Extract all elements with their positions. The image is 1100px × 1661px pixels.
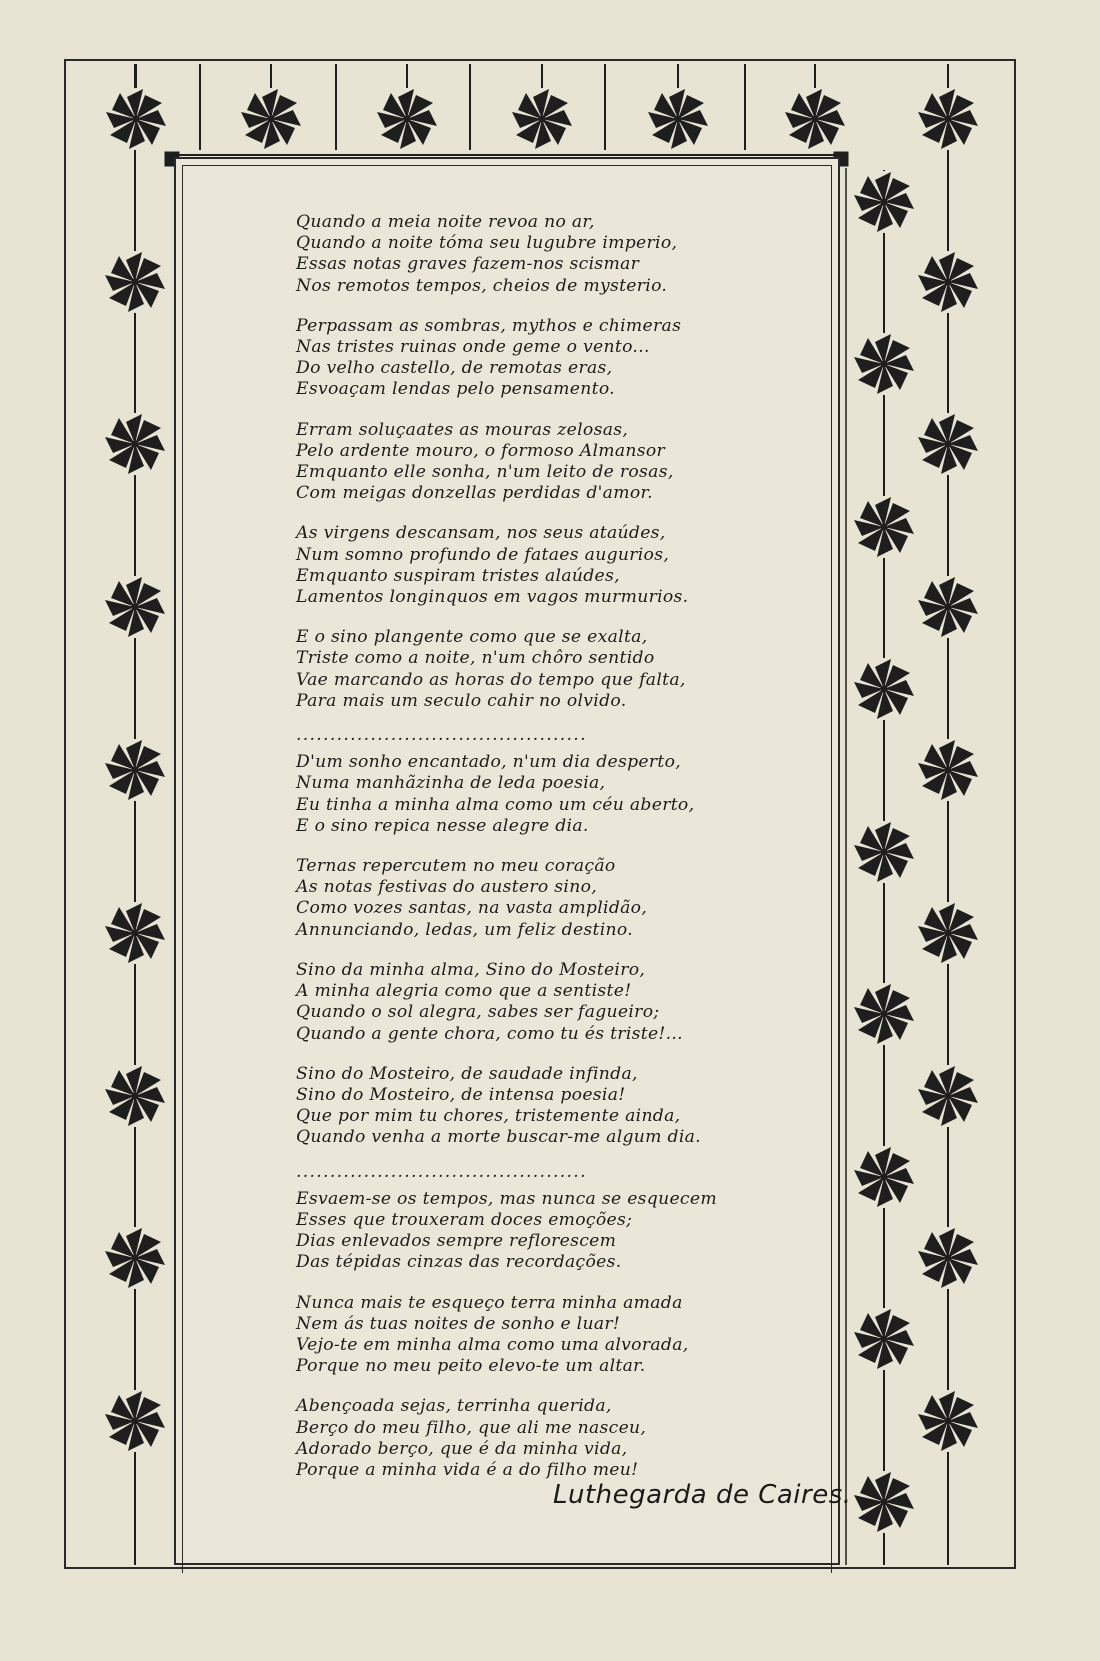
poem-line: Dias enlevados sempre reflorescem — [296, 1231, 617, 1252]
poem-line: Quando a gente chora, como tu és triste!... — [296, 1023, 683, 1044]
poem-line: Como vozes santas, na vasta amplidão, — [296, 898, 648, 919]
poem-line: Com meigas donzellas perdidas d'amor. — [296, 483, 653, 504]
poem-line: Vae marcando as horas do tempo que falta, — [296, 669, 686, 690]
poem-line: Emquanto suspiram tristes alaúdes, — [296, 565, 620, 586]
poem-line: Berço do meu filho, que ali me nasceu, — [296, 1417, 647, 1438]
poem-line: Esvaem-se os tempos, mas nunca se esquecem — [296, 1188, 717, 1209]
poem-line: Nas tristes ruinas onde geme o vento... — [296, 337, 650, 358]
poem-line: Nem ás tuas noites de sonho e luar! — [296, 1313, 621, 1334]
poem-line: Adorado berço, que é da minha vida, — [296, 1438, 628, 1459]
poem-line: Erram soluçaates as mouras zelosas, — [296, 419, 629, 440]
poem-line: Abençoada sejas, terrinha querida, — [296, 1396, 612, 1417]
poem-line: As notas festivas do austero sino, — [296, 877, 598, 898]
section-separator: ........................................... — [296, 725, 587, 746]
poem-line: E o sino repica nesse alegre dia. — [296, 815, 589, 836]
poem-text — [296, 212, 816, 1500]
poem-line: Emquanto elle sonha, n'um leito de rosas, — [296, 462, 674, 483]
stanza — [296, 1293, 816, 1378]
poem-line: Annunciando, ledas, um feliz destino. — [296, 919, 634, 940]
poem-line: Perpassam as sombras, mythos e chimeras — [296, 315, 682, 336]
stanza — [296, 523, 816, 608]
poem-line: Sino do Mosteiro, de intensa poesia! — [296, 1084, 626, 1105]
poem-line: D'um sonho encantado, n'um dia desperto, — [296, 752, 682, 773]
poem-line: Nos remotos tempos, cheios de mysterio. — [296, 275, 668, 296]
stanza — [296, 960, 816, 1045]
poem-line: Vejo-te em minha alma como uma alvorada, — [296, 1334, 689, 1355]
poem-line: Que por mim tu chores, tristemente ainda, — [296, 1106, 681, 1127]
poem-line: Eu tinha a minha alma como um céu aberto, — [296, 794, 695, 815]
poem-line: Para mais um seculo cahir no olvido. — [296, 690, 627, 711]
poem-line: Esvoaçam lendas pelo pensamento. — [296, 379, 615, 400]
poem-line: Numa manhãzinha de leda poesia, — [296, 773, 606, 794]
poem-line: E o sino plangente como que se exalta, — [296, 627, 648, 648]
stanza — [296, 627, 816, 712]
stanza — [296, 1189, 816, 1274]
poem-line: Lamentos longinquos em vagos murmurios. — [296, 587, 689, 608]
stanza — [296, 420, 816, 505]
poem-line: Quando a meia noite revoa no ar, — [296, 212, 595, 232]
poem-line: Porque no meu peito elevo-te um altar. — [296, 1356, 646, 1377]
poem-line: Ternas repercutem no meu coração — [296, 856, 616, 877]
stanza — [296, 1064, 816, 1149]
poem-line: Triste como a noite, n'um chôro sentido — [296, 648, 655, 669]
poem-line: Essas notas graves fazem-nos scismar — [296, 254, 640, 275]
poem-line: A minha alegria como que a sentiste! — [296, 981, 632, 1002]
poem-line: Quando venha a morte buscar-me algum dia. — [296, 1127, 701, 1148]
stanza — [296, 752, 816, 837]
stanza — [296, 316, 816, 401]
stanza — [296, 1396, 816, 1481]
poem-line: Quando o sol alegra, sabes ser fagueiro; — [296, 1002, 660, 1023]
poem-line: Pelo ardente mouro, o formoso Almansor — [296, 440, 666, 461]
poem-line: Num somno profundo de fataes augurios, — [296, 544, 670, 565]
stanza — [296, 212, 816, 297]
poem-line: As virgens descansam, nos seus ataúdes, — [296, 523, 666, 544]
poem-line: Das tépidas cinzas das recordações. — [296, 1252, 622, 1273]
poem-line: Sino do Mosteiro, de saudade infinda, — [296, 1063, 638, 1084]
section-separator: ........................................... — [296, 1161, 587, 1182]
author-signature: Luthegarda de Caires. — [553, 1480, 852, 1510]
poem-line: Esses que trouxeram doces emoções; — [296, 1209, 633, 1230]
poem-line: Quando a noite tóma seu lugubre imperio, — [296, 233, 678, 254]
stanza — [296, 856, 816, 941]
poem-line: Do velho castello, de remotas eras, — [296, 358, 613, 379]
poem-line: Nunca mais te esqueço terra minha amada — [296, 1292, 683, 1313]
poem-line: Porque a minha vida é a do filho meu! — [296, 1459, 639, 1480]
poem-line: Sino da minha alma, Sino do Mosteiro, — [296, 959, 646, 980]
